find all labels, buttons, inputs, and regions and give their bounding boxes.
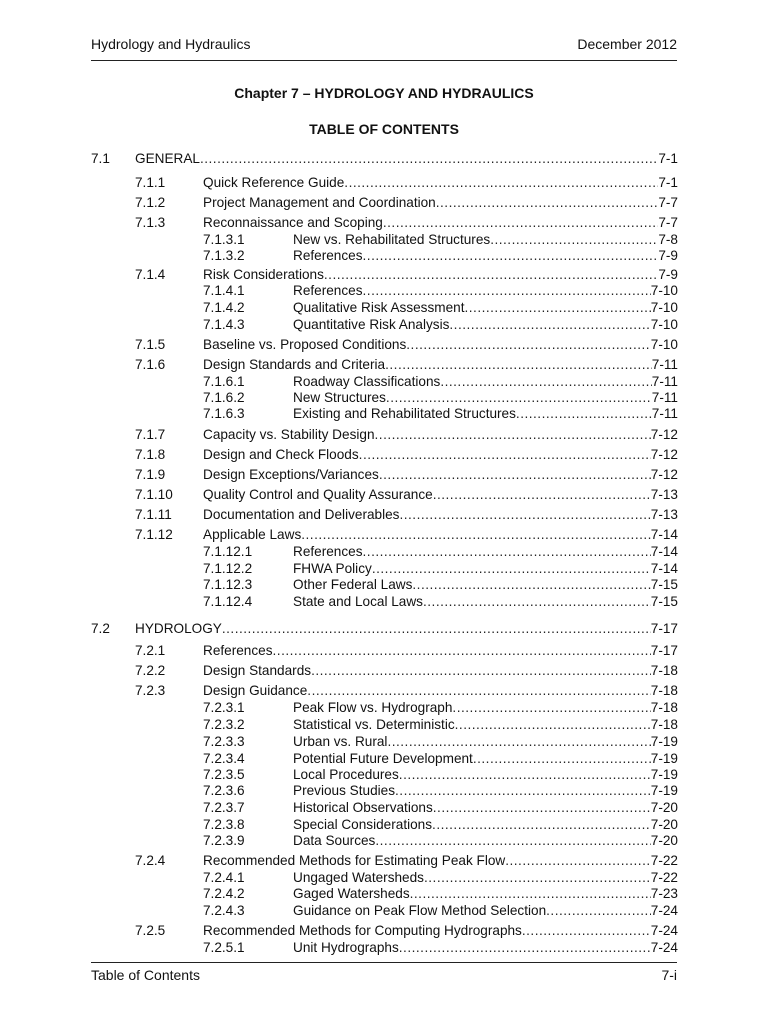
toc-entry-number: 7.1 <box>91 151 110 166</box>
toc-entry[interactable] <box>0 832 768 849</box>
toc-leader-dots <box>423 593 651 610</box>
toc-entry-line <box>203 506 678 523</box>
toc-entry[interactable] <box>0 799 768 816</box>
toc-entry-line <box>203 214 678 231</box>
toc-entry-page: 7-20 <box>650 800 678 815</box>
toc-entry-page: 7-10 <box>650 300 678 315</box>
toc-leader-dots <box>399 939 651 956</box>
toc-entry-title: Peak Flow vs. Hydrograph <box>293 700 453 715</box>
toc-entry-title: Qualitative Risk Assessment <box>293 300 465 315</box>
toc-entry[interactable] <box>0 526 768 543</box>
toc-entry-line <box>203 356 678 373</box>
toc-entry-title: Gaged Watersheds <box>293 886 410 901</box>
toc-entry[interactable] <box>0 486 768 503</box>
toc-leader-dots <box>473 750 651 767</box>
toc-entry[interactable] <box>0 214 768 231</box>
toc-entry[interactable] <box>0 506 768 523</box>
toc-entry-page: 7-12 <box>650 447 678 462</box>
header-date: December 2012 <box>577 36 677 52</box>
toc-leader-dots <box>490 231 658 248</box>
toc-entry-number: 7.1.5 <box>135 337 166 352</box>
toc-entry-page: 7-18 <box>650 663 678 678</box>
toc-leader-dots <box>433 799 651 816</box>
toc-entry-title: New vs. Rehabilitated Structures <box>293 232 491 247</box>
toc-entry-line <box>293 405 678 422</box>
toc-entry-page: 7-1 <box>658 151 678 166</box>
toc-entry-number: 7.2.5 <box>135 923 166 938</box>
toc-entry[interactable] <box>0 682 768 699</box>
toc-entry-page: 7-22 <box>650 853 678 868</box>
toc-entry[interactable] <box>0 716 768 733</box>
toc-entry-number: 7.2.4.3 <box>203 903 245 918</box>
toc-leader-dots <box>273 642 651 659</box>
toc-entry[interactable] <box>0 446 768 463</box>
toc-entry[interactable] <box>0 266 768 283</box>
toc-leader-dots <box>372 560 651 577</box>
toc-entry[interactable] <box>0 869 768 886</box>
toc-entry-number: 7.2 <box>91 621 110 636</box>
toc-leader-dots <box>522 922 651 939</box>
toc-entry[interactable] <box>0 699 768 716</box>
toc-entry[interactable] <box>0 620 768 637</box>
toc-entry-page: 7-13 <box>650 507 678 522</box>
toc-entry-line <box>293 316 678 333</box>
toc-entry-title: Other Federal Laws <box>293 577 413 592</box>
toc-entry-page: 7-11 <box>651 374 678 389</box>
toc-entry-title: Urban vs. Rural <box>293 734 388 749</box>
toc-entry-title: Guidance on Peak Flow Method Selection <box>293 903 547 918</box>
toc-entry-page: 7-17 <box>650 621 678 636</box>
toc-leader-dots <box>386 389 652 406</box>
toc-entry-title: New Structures <box>293 390 386 405</box>
toc-entry[interactable] <box>0 782 768 799</box>
toc-entry-number: 7.1.8 <box>135 447 166 462</box>
toc-leader-dots <box>399 766 651 783</box>
toc-entry[interactable] <box>0 922 768 939</box>
toc-entry-title: Special Considerations <box>293 817 433 832</box>
toc-entry-page: 7-18 <box>650 717 678 732</box>
toc-entry-line <box>203 642 678 659</box>
toc-entry-number: 7.1.6 <box>135 357 166 372</box>
toc-entry-page: 7-24 <box>650 940 678 955</box>
toc-entry-page: 7-15 <box>650 594 678 609</box>
toc-entry-page: 7-17 <box>650 643 678 658</box>
toc-entry[interactable] <box>0 939 768 956</box>
toc-entry-page: 7-19 <box>650 767 678 782</box>
toc-entry[interactable] <box>0 316 768 333</box>
toc-leader-dots <box>200 150 658 167</box>
toc-entry[interactable] <box>0 642 768 659</box>
toc-entry-line <box>203 336 678 353</box>
toc-entry-page: 7-7 <box>658 195 678 210</box>
toc-entry-line <box>293 733 678 750</box>
toc-entry-line <box>293 716 678 733</box>
toc-entry-title: Roadway Classifications <box>293 374 441 389</box>
toc-entry-title: Capacity vs. Stability Design <box>203 427 375 442</box>
toc-leader-dots <box>516 405 652 422</box>
toc-entry-number: 7.2.3.4 <box>203 751 245 766</box>
toc-leader-dots <box>344 174 658 191</box>
toc-entry-number: 7.1.1 <box>135 175 166 190</box>
toc-entry-title: References <box>293 248 363 263</box>
toc-entry-number: 7.2.5.1 <box>203 940 245 955</box>
toc-entry[interactable] <box>0 852 768 869</box>
toc-leader-dots <box>433 486 651 503</box>
toc-entry-number: 7.1.12.3 <box>203 577 253 592</box>
toc-leader-dots <box>465 299 651 316</box>
toc-entry[interactable] <box>0 356 768 373</box>
toc-entry-number: 7.1.12.4 <box>203 594 253 609</box>
toc-entry-line <box>293 576 678 593</box>
toc-entry-number: 7.1.6.3 <box>203 406 245 421</box>
toc-entry-number: 7.1.4.3 <box>203 317 245 332</box>
toc-leader-dots <box>424 869 651 886</box>
toc-leader-dots <box>387 733 650 750</box>
toc-entry[interactable] <box>0 466 768 483</box>
toc-entry-line <box>293 766 678 783</box>
toc-entry-title: References <box>203 643 273 658</box>
toc-entry-line <box>203 526 678 543</box>
toc-entry-page: 7-23 <box>650 886 678 901</box>
toc-entry-number: 7.2.2 <box>135 663 166 678</box>
toc-entry-title: Unit Hydrographs <box>293 940 399 955</box>
toc-entry[interactable] <box>0 576 768 593</box>
toc-entry-title: GENERAL <box>135 151 200 166</box>
toc-leader-dots <box>410 885 651 902</box>
toc-leader-dots <box>363 543 651 560</box>
page-header <box>91 36 677 56</box>
toc-entry-number: 7.1.6.2 <box>203 390 245 405</box>
toc-entry-page: 7-10 <box>650 317 678 332</box>
toc-entry[interactable] <box>0 662 768 679</box>
toc-entry-title: Applicable Laws <box>203 527 302 542</box>
toc-entry-number: 7.1.12.1 <box>203 544 253 559</box>
toc-entry-line <box>203 426 678 443</box>
toc-entry-number: 7.2.3.8 <box>203 817 245 832</box>
toc-leader-dots <box>385 356 652 373</box>
toc-entry-number: 7.1.4.1 <box>203 283 245 298</box>
chapter-title: Chapter 7 – HYDROLOGY AND HYDRAULICS <box>234 85 534 101</box>
toc-entry[interactable] <box>0 389 768 406</box>
toc-entry-line <box>293 593 678 610</box>
toc-entry-number: 7.1.3.1 <box>203 232 245 247</box>
toc-entry-page: 7-13 <box>650 487 678 502</box>
toc-entry-line <box>203 922 678 939</box>
toc-entry[interactable] <box>0 816 768 833</box>
toc-entry-page: 7-18 <box>650 700 678 715</box>
toc-entry-page: 7-22 <box>650 870 678 885</box>
toc-entry-line <box>293 816 678 833</box>
toc-entry[interactable] <box>0 733 768 750</box>
toc-entry-line <box>135 620 678 637</box>
toc-entry-title: Design Standards <box>203 663 312 678</box>
toc-entry-title: References <box>293 544 363 559</box>
toc-entry[interactable] <box>0 750 768 767</box>
toc-entry-page: 7-19 <box>650 751 678 766</box>
toc-leader-dots <box>399 506 650 523</box>
toc-entry-line <box>293 543 678 560</box>
footer-section: Table of Contents <box>91 967 200 983</box>
toc-entry-line <box>203 662 678 679</box>
toc-entry-title: Quality Control and Quality Assurance <box>203 487 433 502</box>
toc-leader-dots <box>440 373 651 390</box>
toc-entry-line <box>293 885 678 902</box>
toc-entry-title: Quantitative Risk Analysis <box>293 317 450 332</box>
toc-leader-dots <box>546 902 651 919</box>
toc-leader-dots <box>324 266 658 283</box>
toc-entry-line <box>203 446 678 463</box>
toc-leader-dots <box>379 466 651 483</box>
toc-entry[interactable] <box>0 543 768 560</box>
toc-entry[interactable] <box>0 560 768 577</box>
toc-leader-dots <box>363 282 651 299</box>
toc-entry-page: 7-19 <box>650 734 678 749</box>
toc-entry-number: 7.2.3.7 <box>203 800 245 815</box>
toc-leader-dots <box>449 316 650 333</box>
toc-entry-line <box>293 939 678 956</box>
toc-entry-number: 7.2.4.2 <box>203 886 245 901</box>
toc-entry-number: 7.2.3.3 <box>203 734 245 749</box>
toc-entry-title: Local Procedures <box>293 767 399 782</box>
toc-entry-title: Recommended Methods for Estimating Peak Flow <box>203 853 506 868</box>
toc-leader-dots <box>406 336 651 353</box>
toc-entry-page: 7-20 <box>650 817 678 832</box>
toc-entry-title: HYDROLOGY <box>135 621 222 636</box>
toc-entry-line <box>203 466 678 483</box>
toc-entry-line <box>293 832 678 849</box>
toc-entry-number: 7.1.3.2 <box>203 248 245 263</box>
toc-entry-title: Design Guidance <box>203 683 308 698</box>
toc-entry-title: Previous Studies <box>293 783 396 798</box>
toc-entry-title: Baseline vs. Proposed Conditions <box>203 337 407 352</box>
toc-leader-dots <box>383 214 658 231</box>
toc-entry-title: Data Sources <box>293 833 376 848</box>
toc-entry-number: 7.1.11 <box>135 507 172 522</box>
toc-entry-line <box>203 194 678 211</box>
toc-entry-page: 7-1 <box>658 175 678 190</box>
toc-entry-line <box>293 560 678 577</box>
toc-entry[interactable] <box>0 194 768 211</box>
toc-entry-title: Potential Future Development <box>293 751 473 766</box>
toc-entry[interactable] <box>0 593 768 610</box>
toc-leader-dots <box>395 782 651 799</box>
toc-entry-page: 7-14 <box>650 527 678 542</box>
toc-leader-dots <box>222 620 651 637</box>
toc-entry-number: 7.2.3.6 <box>203 783 245 798</box>
toc-entry-page: 7-20 <box>650 833 678 848</box>
toc-leader-dots <box>375 832 650 849</box>
toc-entry-page: 7-14 <box>650 561 678 576</box>
toc-leader-dots <box>311 662 651 679</box>
toc-entry-title: State and Local Laws <box>293 594 423 609</box>
toc-entry[interactable] <box>0 150 768 167</box>
toc-entry-line <box>293 902 678 919</box>
toc-entry-line <box>293 389 678 406</box>
toc-entry-title: Ungaged Watersheds <box>293 870 424 885</box>
toc-entry[interactable] <box>0 174 768 191</box>
toc-entry[interactable] <box>0 231 768 248</box>
toc-leader-dots <box>452 699 650 716</box>
toc-entry-title: Design Exceptions/Variances <box>203 467 379 482</box>
toc-entry-number: 7.2.3.1 <box>203 700 245 715</box>
toc-entry-line <box>203 486 678 503</box>
toc-entry-line <box>293 282 678 299</box>
toc-entry-page: 7-19 <box>650 783 678 798</box>
toc-entry-title: FHWA Policy <box>293 561 372 576</box>
toc-leader-dots <box>375 426 651 443</box>
toc-entry-number: 7.1.4 <box>135 267 166 282</box>
toc-entry-title: Recommended Methods for Computing Hydrographs <box>203 923 522 938</box>
toc-entry[interactable] <box>0 373 768 390</box>
toc-entry-line <box>203 174 678 191</box>
toc-entry-number: 7.2.4 <box>135 853 166 868</box>
toc-entry-page: 7-9 <box>658 248 678 263</box>
toc-entry-title: Risk Considerations <box>203 267 324 282</box>
toc-entry-number: 7.1.10 <box>135 487 173 502</box>
toc-entry-number: 7.2.3 <box>135 683 166 698</box>
header-title: Hydrology and Hydraulics <box>91 36 251 52</box>
toc-leader-dots <box>505 852 651 869</box>
toc-entry[interactable] <box>0 282 768 299</box>
toc-entry-line <box>203 682 678 699</box>
toc-entry-number: 7.2.3.2 <box>203 717 245 732</box>
toc-entry-title: References <box>293 283 363 298</box>
toc-entry-number: 7.1.7 <box>135 427 166 442</box>
toc-entry[interactable] <box>0 299 768 316</box>
toc-leader-dots <box>359 446 651 463</box>
toc-entry-page: 7-10 <box>650 283 678 298</box>
toc-entry-title: Design and Check Floods <box>203 447 359 462</box>
toc-entry-line <box>293 299 678 316</box>
toc-entry-page: 7-7 <box>658 215 678 230</box>
toc-heading: TABLE OF CONTENTS <box>309 121 459 137</box>
toc-entry[interactable] <box>0 426 768 443</box>
toc-leader-dots <box>432 816 651 833</box>
toc-entry[interactable] <box>0 885 768 902</box>
toc-entry-number: 7.1.4.2 <box>203 300 245 315</box>
toc-entry-number: 7.1.9 <box>135 467 166 482</box>
toc-entry-page: 7-24 <box>650 903 678 918</box>
toc-entry-line <box>293 231 678 248</box>
toc-leader-dots <box>436 194 659 211</box>
toc-entry-number: 7.1.12.2 <box>203 561 253 576</box>
toc-entry-title: Existing and Rehabilitated Structures <box>293 406 516 421</box>
toc-entry-line <box>203 852 678 869</box>
toc-entry-number: 7.2.3.9 <box>203 833 245 848</box>
toc-entry-number: 7.1.3 <box>135 215 166 230</box>
toc-entry-line <box>293 750 678 767</box>
toc-leader-dots <box>307 682 650 699</box>
toc-entry-title: Design Standards and Criteria <box>203 357 386 372</box>
toc-entry-line <box>293 869 678 886</box>
toc-entry-page: 7-9 <box>658 267 678 282</box>
toc-entry-number: 7.2.1 <box>135 643 166 658</box>
toc-entry-page: 7-12 <box>650 427 678 442</box>
toc-entry[interactable] <box>0 766 768 783</box>
toc-leader-dots <box>455 716 651 733</box>
footer-page-number: 7-i <box>661 967 677 983</box>
toc-leader-dots <box>412 576 650 593</box>
header-rule <box>91 60 677 61</box>
toc-entry[interactable] <box>0 902 768 919</box>
toc-entry[interactable] <box>0 405 768 422</box>
footer-rule <box>91 962 677 963</box>
toc-entry-number: 7.1.12 <box>135 527 173 542</box>
page-footer <box>91 967 677 987</box>
toc-leader-dots <box>301 526 651 543</box>
toc-entry[interactable] <box>0 247 768 264</box>
toc-entry[interactable] <box>0 336 768 353</box>
toc-entry-title: Documentation and Deliverables <box>203 507 400 522</box>
toc-entry-number: 7.2.4.1 <box>203 870 245 885</box>
toc-entry-number: 7.1.2 <box>135 195 166 210</box>
toc-entry-line <box>293 247 678 264</box>
toc-entry-title: Historical Observations <box>293 800 433 815</box>
toc-entry-page: 7-15 <box>650 577 678 592</box>
toc-entry-title: Reconnaissance and Scoping <box>203 215 383 230</box>
toc-entry-page: 7-11 <box>651 357 678 372</box>
toc-entry-page: 7-11 <box>651 390 678 405</box>
toc-entry-title: Statistical vs. Deterministic <box>293 717 455 732</box>
toc-entry-page: 7-11 <box>651 406 678 421</box>
toc-entry-page: 7-18 <box>650 683 678 698</box>
toc-entry-number: 7.2.3.5 <box>203 767 245 782</box>
toc-entry-line <box>293 799 678 816</box>
toc-entry-page: 7-24 <box>650 923 678 938</box>
toc-entry-title: Quick Reference Guide <box>203 175 345 190</box>
toc-entry-page: 7-10 <box>650 337 678 352</box>
toc-entry-line <box>293 782 678 799</box>
toc-entry-line <box>135 150 678 167</box>
toc-entry-title: Project Management and Coordination <box>203 195 436 210</box>
toc-entry-number: 7.1.6.1 <box>203 374 245 389</box>
toc-entry-page: 7-12 <box>650 467 678 482</box>
toc-entry-line <box>293 699 678 716</box>
toc-entry-line <box>293 373 678 390</box>
toc-entry-line <box>203 266 678 283</box>
toc-entry-page: 7-8 <box>658 232 678 247</box>
toc-entry-page: 7-14 <box>650 544 678 559</box>
toc-leader-dots <box>363 247 659 264</box>
